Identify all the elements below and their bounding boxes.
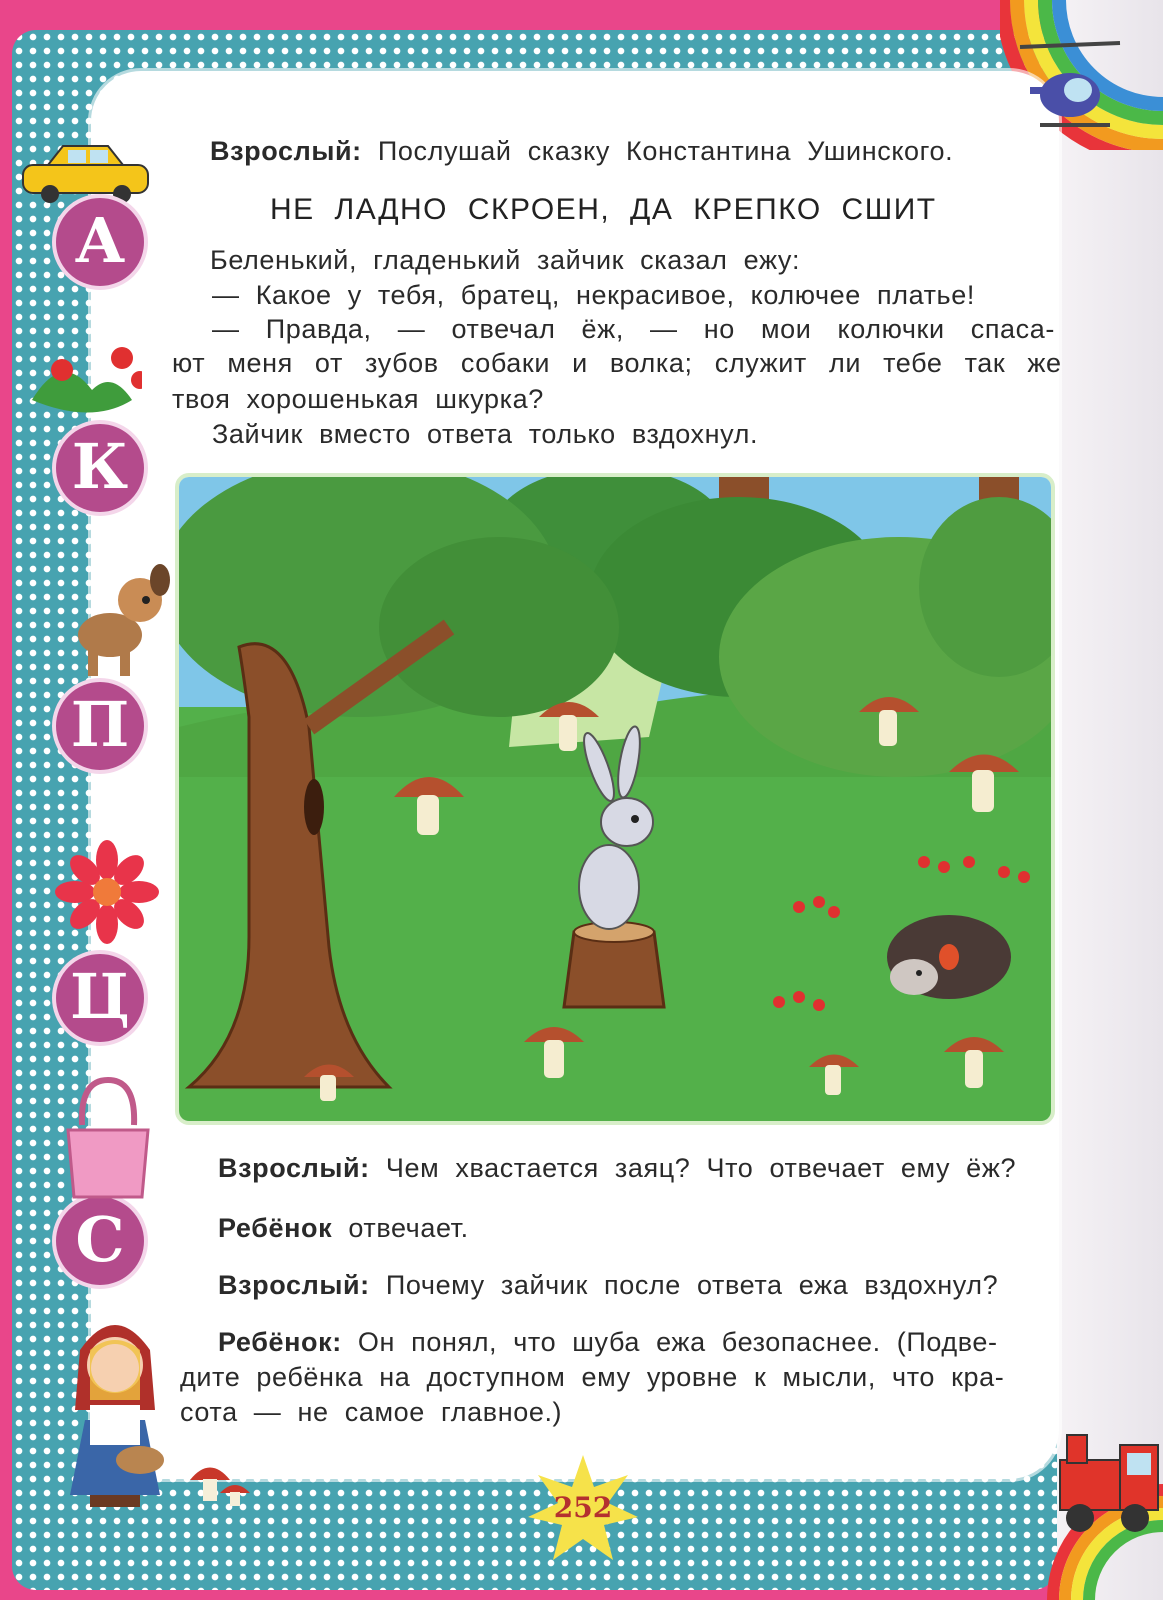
helicopter-icon	[1010, 35, 1130, 135]
strawberry-icon	[22, 330, 142, 430]
intro-speaker: Взрослый:	[210, 136, 362, 166]
sidebar-letter-s: С	[52, 1193, 148, 1289]
sidebar-letter-k: К	[52, 420, 148, 516]
dialogue-speaker-3: Взрослый:	[218, 1270, 370, 1300]
sidebar-letter-a: А	[52, 194, 148, 290]
train-icon	[1045, 1420, 1163, 1540]
dialogue-line-4	[218, 1327, 998, 1358]
dialogue-cont-1: дите ребёнка на доступном ему уровне к мысли, что кра-	[180, 1362, 1005, 1392]
story-line-6: Зайчик вместо ответа только вздохнул.	[212, 419, 759, 449]
story-line-3: — Правда, — отвечал ёж, — но мои колючки спаса-	[212, 314, 1055, 344]
dialogue-text-4: Он понял, что шуба ежа безопаснее. (Подве-	[357, 1327, 998, 1357]
story-line-4: ют меня от зубов собаки и волка; служит ли тебе так же	[172, 348, 1062, 378]
mushrooms-icon	[185, 1455, 255, 1515]
page-number-badge	[528, 1455, 638, 1565]
next-page-edge	[1050, 0, 1163, 1600]
dialogue-text-2: отвечает.	[348, 1213, 469, 1243]
dialogue-speaker-2: Ребёнок	[218, 1213, 333, 1243]
sidebar-letter-ts: Ц	[52, 950, 148, 1046]
forest-illustration	[175, 473, 1055, 1125]
sidebar-letter-p: П	[52, 678, 148, 774]
dialogue-cont-2: сота — не самое главное.)	[180, 1397, 563, 1427]
girl-with-basket-icon	[60, 1310, 175, 1510]
story-line-2: — Какое у тебя, братец, некрасивое, колючее платье!	[212, 280, 975, 310]
dialogue-speaker-4: Ребёнок:	[218, 1327, 342, 1357]
intro-line	[210, 136, 953, 167]
dialogue-speaker-1: Взрослый:	[218, 1153, 370, 1183]
puppy-icon	[60, 560, 170, 680]
page-number: 252	[553, 1491, 613, 1524]
intro-text: Послушай сказку Константина Ушинского.	[377, 136, 954, 166]
dialogue-line-3	[218, 1270, 998, 1301]
story-line-5: твоя хорошенькая шкурка?	[172, 384, 544, 414]
flower-icon	[55, 840, 160, 945]
handbag-icon	[60, 1075, 155, 1200]
dialogue-text-1: Чем хвастается заяц? Что отвечает ему ёж?	[385, 1153, 1017, 1183]
story-line-1: Беленький, гладенький зайчик сказал ежу:	[210, 245, 801, 275]
dialogue-line-1	[218, 1153, 1016, 1184]
dialogue-line-2	[218, 1213, 469, 1244]
dialogue-text-3: Почему зайчик после ответа ежа вздохнул?	[385, 1270, 999, 1300]
story-title: НЕ ЛАДНО СКРОЕН, ДА КРЕПКО СШИТ	[270, 193, 937, 226]
